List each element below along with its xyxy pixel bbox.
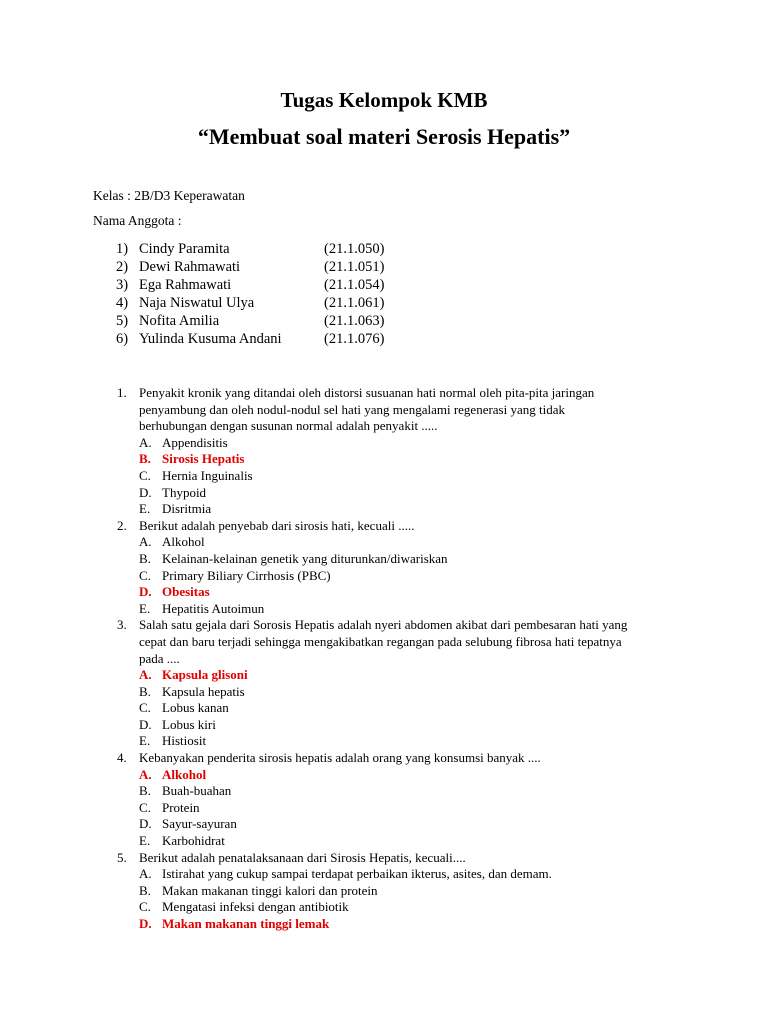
option-letter: A. [139,866,152,882]
option-text: Kelainan-kelainan genetik yang diturunkan/diwariskan [162,550,448,566]
question-item [0,518,768,618]
answer-option-correct [0,667,768,684]
option-letter: B. [139,882,151,898]
member-number: 1) [116,241,129,257]
question-text: Salah satu gejala dari Sorosis Hepatis adalah nyeri abdomen akibat dari pembesaran hati yang [139,617,628,633]
option-letter: E. [139,733,151,749]
option-text: Makan makanan tinggi kalori dan protein [162,882,378,898]
member-name: Naja Niswatul Ulya [139,295,255,311]
member-number: 3) [116,277,129,293]
option-text: Histiosit [162,733,207,749]
option-text: Karbohidrat [162,833,225,849]
answer-option [0,899,768,916]
member-number: 5) [116,313,129,329]
option-text: Kapsula hepatis [162,683,245,699]
page-title: Tugas Kelompok KMB [280,88,488,112]
question-list [0,385,768,933]
answer-option [0,700,768,717]
member-row [0,276,768,294]
member-number: 2) [116,259,129,275]
question-line [0,850,768,867]
option-text: Appendisitis [162,434,228,450]
member-nim: (21.1.050) [324,241,385,257]
answer-option [0,783,768,800]
option-letter: B. [139,783,151,799]
option-text: Istirahat yang cukup sampai terdapat perbaikan ikterus, asites, dan demam. [162,866,552,882]
option-text: Hernia Inguinalis [162,467,253,483]
question-number: 4. [117,750,127,766]
option-text: Primary Biliary Cirrhosis (PBC) [162,567,331,583]
option-text: Sayur-sayuran [162,816,237,832]
question-text: pada .... [139,650,180,666]
option-text: Thypoid [162,484,207,500]
option-text: Disritmia [162,501,212,517]
option-text: Lobus kanan [162,700,229,716]
answer-option [0,601,768,618]
option-text: Buah-buahan [162,783,232,799]
answer-option-correct [0,584,768,601]
page-subtitle: “Membuat soal materi Serosis Hepatis” [197,124,571,149]
answer-option [0,833,768,850]
option-letter: E. [139,833,151,849]
answer-option [0,501,768,518]
option-text: Hepatitis Autoimun [162,600,265,616]
option-text: Protein [162,799,200,815]
option-text: Mengatasi infeksi dengan antibiotik [162,899,349,915]
question-item [0,385,768,518]
question-text: penyambung dan oleh nodul-nodul sel hati yang mengalami regenerasi yang tidak [139,401,565,417]
members-label: Nama Anggota : [93,213,182,228]
answer-option [0,684,768,701]
class-info: Kelas : 2B/D3 Keperawatan [93,188,245,203]
question-text: cepat dan baru terjadi sehingga mengakibatkan regangan pada selubung fibrosa hati tepatnya [139,633,622,649]
question-text: Kebanyakan penderita sirosis hepatis adalah orang yang konsumsi banyak .... [139,750,541,766]
option-letter: B. [139,550,151,566]
answer-option [0,733,768,750]
option-text: Sirosis Hepatis [162,451,245,467]
member-name: Dewi Rahmawati [139,259,241,275]
answer-option-correct [0,451,768,468]
answer-option [0,883,768,900]
option-letter: B. [139,451,151,467]
option-letter: B. [139,683,151,699]
answer-option-correct [0,916,768,933]
question-line [0,750,768,767]
question-item [0,617,768,750]
answer-option [0,534,768,551]
option-text: Alkohol [162,766,207,782]
member-nim: (21.1.054) [324,277,385,293]
option-letter: A. [139,434,152,450]
member-number: 6) [116,331,129,347]
option-letter: A. [139,667,152,683]
member-list [0,240,768,348]
answer-option [0,435,768,452]
question-line [0,385,768,402]
question-number: 2. [117,517,127,533]
option-letter: A. [139,534,152,550]
member-row [0,258,768,276]
option-letter: D. [139,916,152,931]
question-number: 5. [117,849,127,865]
question-number: 1. [117,385,127,400]
member-nim: (21.1.076) [324,331,385,347]
question-text: Penyakit kronik yang ditandai oleh distorsi susuanan hati normal oleh pita-pita jaringan [139,385,595,400]
member-name: Ega Rahmawati [139,277,232,293]
member-nim: (21.1.051) [324,259,385,275]
question-line [0,402,768,419]
question-line [0,651,768,668]
option-letter: D. [139,716,152,732]
answer-option [0,468,768,485]
answer-option [0,866,768,883]
option-letter: C. [139,700,151,716]
member-row [0,294,768,312]
member-name: Yulinda Kusuma Andani [139,331,282,347]
answer-option [0,551,768,568]
question-line [0,617,768,634]
option-letter: C. [139,899,151,915]
option-letter: C. [139,799,151,815]
option-letter: C. [139,567,151,583]
member-row [0,240,768,258]
member-nim: (21.1.063) [324,313,385,329]
question-line [0,418,768,435]
question-text: berhubungan dengan susunan normal adalah penyakit ..... [139,418,438,434]
question-item [0,750,768,850]
option-text: Makan makanan tinggi lemak [162,916,330,931]
option-letter: E. [139,501,151,517]
option-text: Alkohol [162,534,205,550]
question-number: 3. [117,617,127,633]
question-text: Berikut adalah penatalaksanaan dari Sirosis Hepatis, kecuali.... [139,849,466,865]
member-name: Nofita Amilia [139,313,220,329]
question-item [0,850,768,933]
option-letter: D. [139,816,152,832]
answer-option [0,568,768,585]
option-text: Kapsula glisoni [162,667,248,683]
option-letter: C. [139,467,151,483]
answer-option [0,485,768,502]
option-letter: D. [139,584,152,600]
member-row [0,330,768,348]
option-letter: E. [139,600,151,616]
question-line [0,634,768,651]
member-name: Cindy Paramita [139,241,230,257]
option-text: Lobus kiri [162,716,216,732]
option-text: Obesitas [162,584,210,600]
question-text: Berikut adalah penyebab dari sirosis hati, kecuali ..... [139,517,415,533]
option-letter: D. [139,484,152,500]
option-letter: A. [139,766,152,782]
member-number: 4) [116,295,129,311]
answer-option-correct [0,767,768,784]
answer-option [0,800,768,817]
member-row [0,312,768,330]
answer-option [0,717,768,734]
member-nim: (21.1.061) [324,295,385,311]
question-line [0,518,768,535]
answer-option [0,816,768,833]
